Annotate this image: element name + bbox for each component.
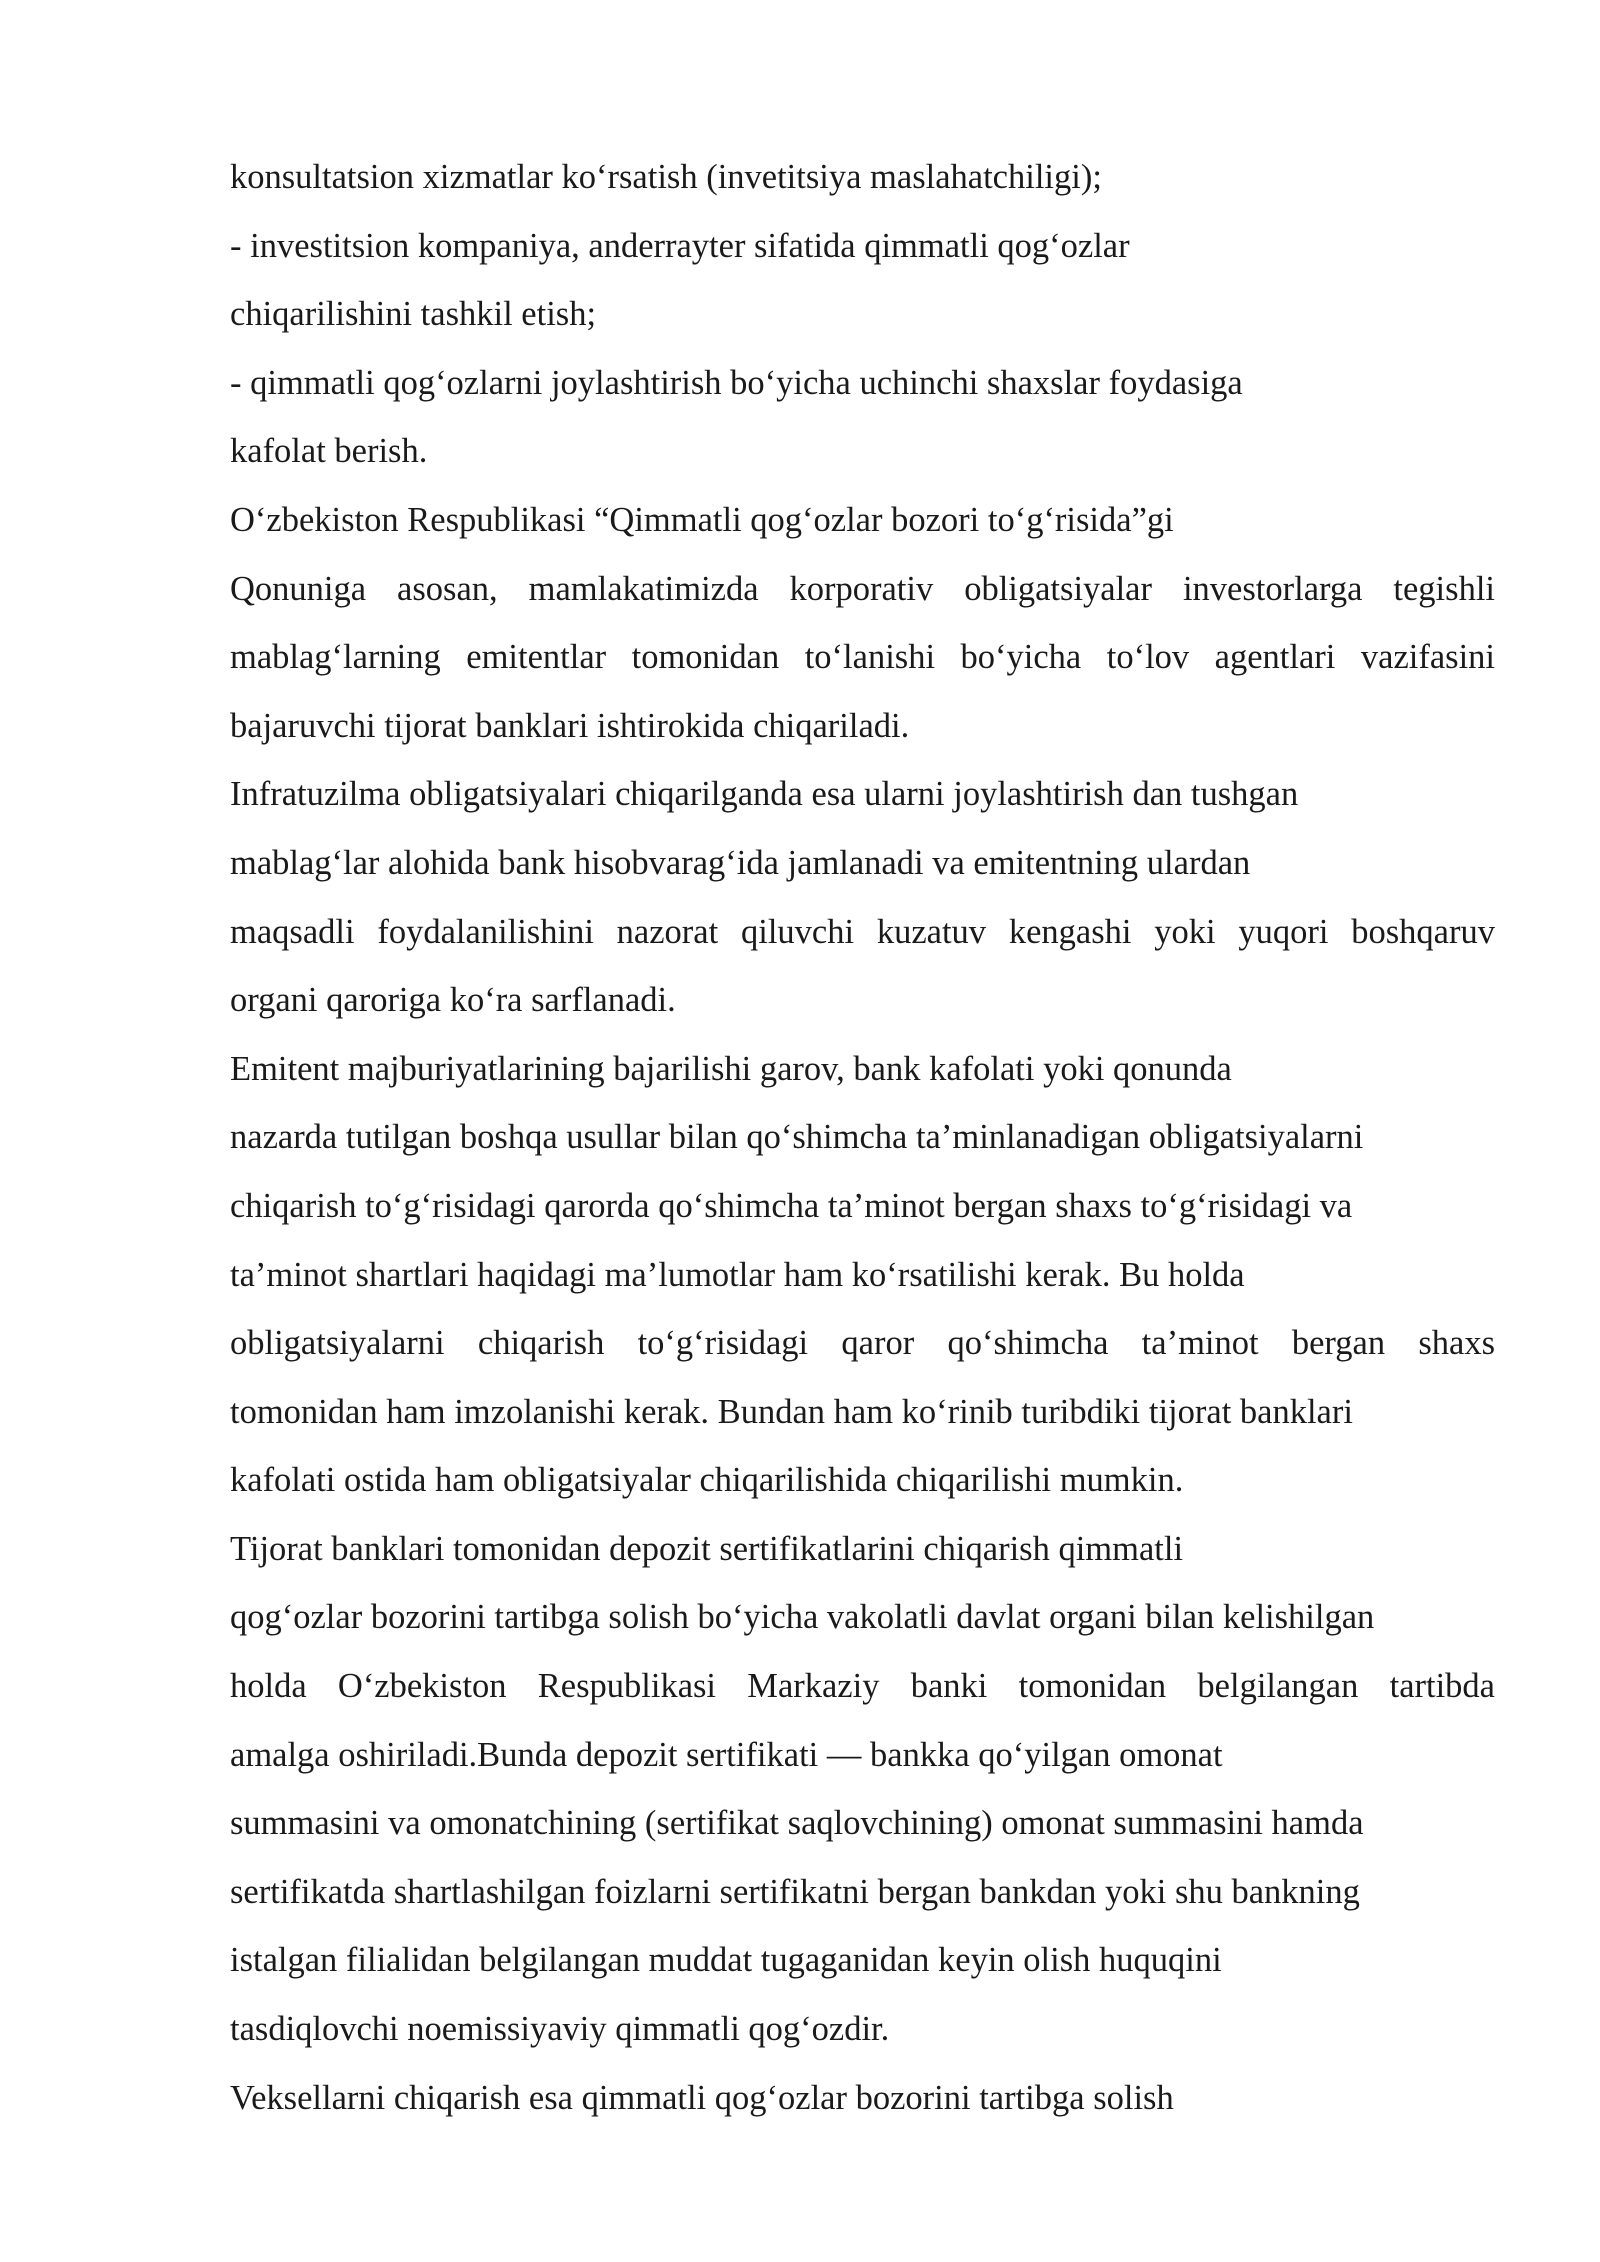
text-line: tasdiqlovchi noemissiyaviy qimmatli qog‘ozdir. [230, 2010, 890, 2049]
text-line: holda O‘zbekiston Respublikasi Markaziy banki tomonidan belgilangan tartibda [230, 1667, 1495, 1706]
text-line: organi qaroriga ko‘ra sarflanadi. [230, 981, 676, 1020]
text-line: kafolati ostida ham obligatsiyalar chiqarilishida chiqarilishi mumkin. [230, 1461, 1184, 1500]
text-line: Emitent majburiyatlarining bajarilishi garov, bank kafolati yoki qonunda [230, 1049, 1232, 1088]
text-line: ta’minot shartlari haqidagi ma’lumotlar ham ko‘rsatilishi kerak. Bu holda [230, 1255, 1245, 1294]
text-line: mablag‘larning emitentlar tomonidan to‘lanishi bo‘yicha to‘lov agentlari vazifasini [230, 638, 1495, 677]
text-line: Tijorat banklari tomonidan depozit sertifikatlarini chiqarish qimmatli [230, 1529, 1184, 1568]
text-line: - qimmatli qog‘ozlarni joylashtirish bo‘yicha uchinchi shaxslar foydasiga [230, 363, 1243, 402]
text-line: Veksellarni chiqarish esa qimmatli qog‘ozlar bozorini tartibga solish [230, 2078, 1174, 2117]
text-line: chiqarish to‘g‘risidagi qarorda qo‘shimcha ta’minot bergan shaxs to‘g‘risidagi va [230, 1186, 1353, 1225]
text-line: nazarda tutilgan boshqa usullar bilan qo‘shimcha ta’minlanadigan obligatsiyalarni [230, 1118, 1364, 1157]
text-line: maqsadli foydalanilishini nazorat qiluvchi kuzatuv kengashi yoki yuqori boshqaruv [230, 912, 1495, 951]
text-line: O‘zbekiston Respublikasi “Qimmatli qog‘ozlar bozori to‘g‘risida”gi [230, 500, 1174, 539]
text-line: obligatsiyalarni chiqarish to‘g‘risidagi qaror qo‘shimcha ta’minot bergan shaxs [230, 1324, 1495, 1363]
text-line: mablag‘lar alohida bank hisobvarag‘ida jamlanadi va emitentning ulardan [230, 843, 1251, 882]
text-line: amalga oshiriladi.Bunda depozit sertifikati — bankka qo‘yilgan omonat [230, 1735, 1223, 1774]
text-line: konsultatsion xizmatlar ko‘rsatish (invetitsiya maslahatchiligi); [230, 158, 1102, 196]
text-line: summasini va omonatchining (sertifikat saqlovchining) omonat summasini hamda [230, 1804, 1364, 1843]
text-line: - investitsion kompaniya, anderrayter sifatida qimmatli qog‘ozlar [230, 226, 1130, 265]
body-text [230, 148, 1495, 2137]
text-line: bajaruvchi tijorat banklari ishtirokida chiqariladi. [230, 706, 910, 745]
text-line: istalgan filialidan belgilangan muddat tugaganidan keyin olish huquqini [230, 1941, 1222, 1980]
text-line: Infratuzilma obligatsiyalari chiqarilganda esa ularni joylashtirish dan tushgan [230, 775, 1299, 814]
text-line: kafolat berish. [230, 432, 428, 471]
text-line: qog‘ozlar bozorini tartibga solish bo‘yicha vakolatli davlat organi bilan kelishilgan [230, 1598, 1375, 1637]
text-line: Qonuniga asosan, mamlakatimizda korporativ obligatsiyalar investorlarga tegishli [230, 569, 1495, 608]
text-line: sertifikatda shartlashilgan foizlarni sertifikatni bergan bankdan yoki shu bankning [230, 1872, 1360, 1911]
text-line: chiqarilishini tashkil etish; [230, 295, 597, 334]
text-line: tomonidan ham imzolanishi kerak. Bundan ham ko‘rinib turibdiki tijorat banklari [230, 1392, 1353, 1431]
